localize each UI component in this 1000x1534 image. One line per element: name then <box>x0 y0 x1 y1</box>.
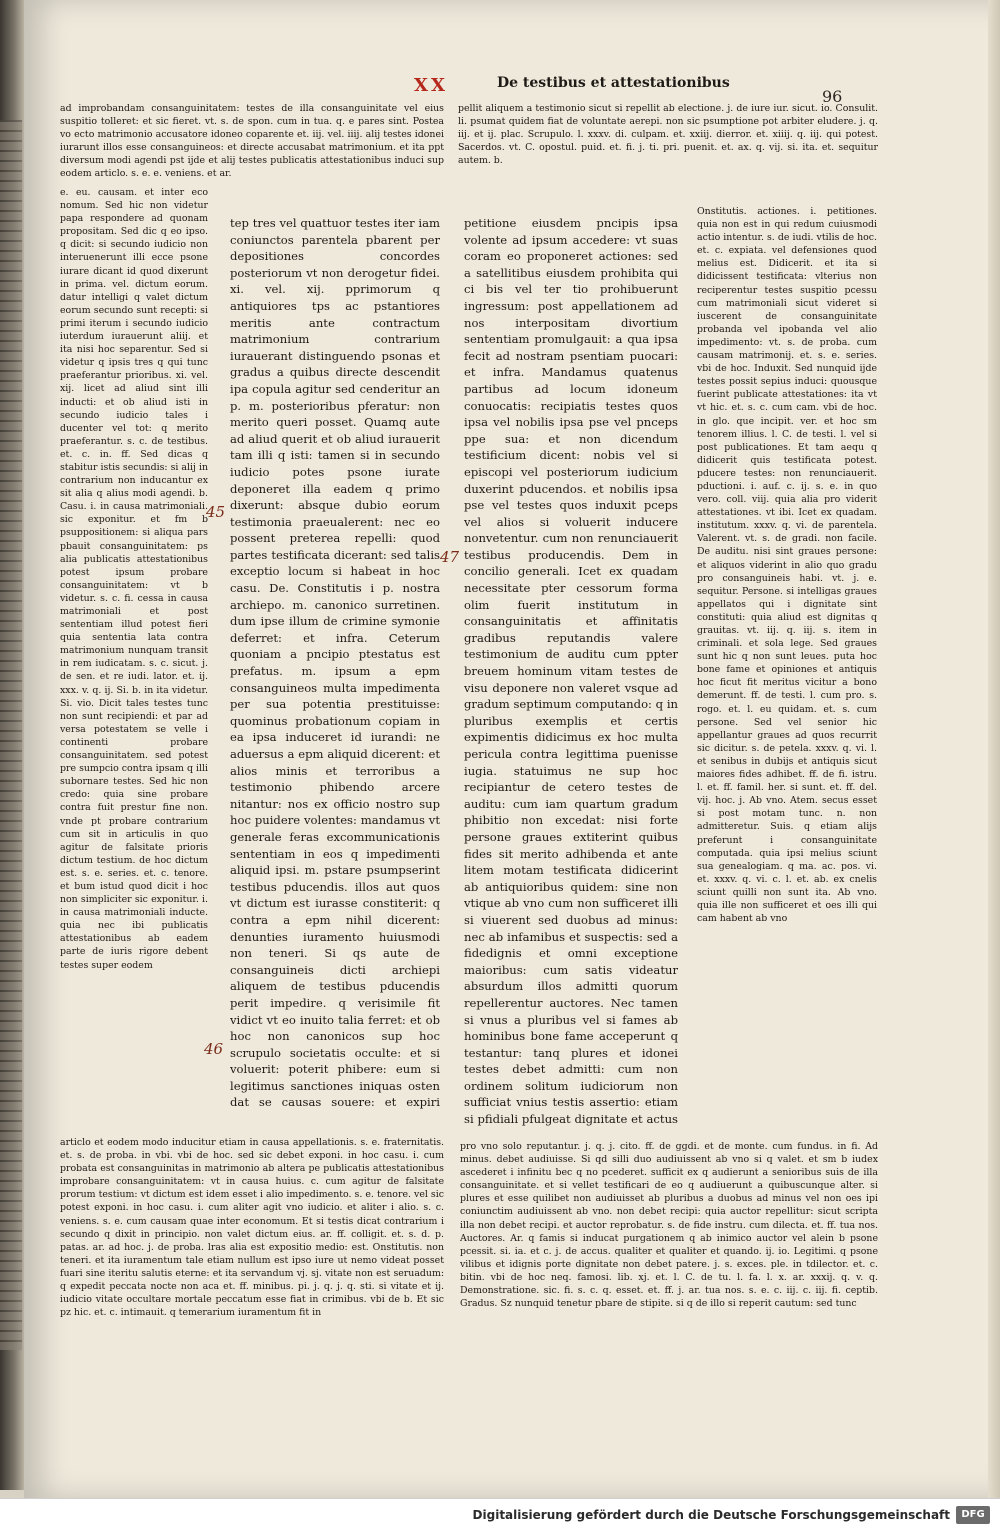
gloss-top-right-text: pellit aliquem a testimonio sicut si repellit ab electione. j. de iure iur. sicut. io. Consulit. li. psumat quidem fiat de voluntate aerepi. non sic psumptione pot arbiter eludere. j. q. iij. et ij. plac. Scrupulo. l. xxxv. di. culpam. et. xxiij. dierror. et. xiiij. q. iij. qui potest. Sacerdos. vt. C. opostul. puid. et. fi. j. ti. pri. puenit. et. ax. q. vij. si. ita. et. sequitur autem. b. <box>458 103 878 167</box>
gloss-left-text: e. eu. causam. et inter eco nomum. Sed hic non videtur papa respondere ad quonam propositam. Sed dic q eo ipso. q dicit: si secundo iudicio non interuenerunt illi ecce psone iurare dicant id quod dixerunt in prima. vel. dictum eorum. datur intelligi q valet dictum eorum secundo sunt recepti: si primi iterum i secundo iudicio iuterdum iurauerunt aliij. et ita nisi hoc separentur. Sed si videtur q ipsis tres q qui tunc praeferantur prioribus. xi. vel. xij. licet ad aliud sint illi inducti: et ob aliud isti in secundo iudicio tales i ducenter vel tot: q merito praeferantur. s. c. de testibus. et. c. in. ff. Sed dicas q stabitur istis secundis: si alij in contrarium non inducantur ex sit alia q alius modi agendi. b. Casu. i. in causa matrimoniali. sic exponitur. et fm b psuppositionem: si aliqua pars pbauit consanguinitatem: ps alia publicatis attestationibus potest ipsum probare consanguinitatem: vt b videtur. s. c. fi. cessa in causa matrimoniali et post sententiam illud potest fieri quia sententia lata contra matrimonium nunquam transit in rem iudicatam. s. c. sicut. j. de sen. et re iudi. lator. et. ij. xxx. v. q. ij. Si. b. in ita videtur. Si. vio. Dicit tales testes tunc non sunt recipiendi: et par ad versa potestatem se velle i continenti probare consanguinitatem. sed potest pre sumpcio contra ipsam q illi subornare testes. Sed hic non credo: quia sine probare contra fuit prestur fine non. vnde pt probare contrarium cum sit in articulis in quo agitur de falsitate prioris dictum testium. de hoc dictum est. s. e. series. et. c. tenore. et bum istud quod dicit i hoc non simpliciter sic exponitur. i. in causa matrimoniali inducte. quia nec ibi publicatis attestationibus ab eadem parte de iuris rigore debent testes super eodem <box>60 187 208 971</box>
main-text-a: tep tres vel quattuor testes iter iam coniunctos parentela pbarent per depositiones concordes posteriorum vt non derogetur fidei. xi. vel. xij. pprimorum q antiquiores tps ac pstantiores meritis ante contractum matrimonium contrarium iurauerant distinguendo psonas et gradus a quibus directe descendit ipa copula agitur sed cenderitur an p. m. posterioribus pferatur: non merito queri posset. Quamq aute ad aliud querit et ob aliud iurauerit tam illi q isti: tamen si in secundo iudicio potes psone iurate deponeret illa eadem q primo dixerunt: absque dubio eorum testimonia praeualerent: nec eo possent preterea repelli: quod partes testificata dicerant: sed talis exceptio locum si habeat in hoc casu. De. Constitutis i p. nostra archiepo. m. canonico surretinen. dum ipse illum de crimine symonie deferret: et infra. Ceterum quoniam a pncipio ptestatus est prefatus. m. ipsum a epm consanguineos multa impedimenta per sua potentia prestituisse: quominus probationum copiam in ea ipsa induceret id iurandi: ne aduersus a epm aliquid dicerent: et alios minis et terroribus a testimonio phibendo arcere nitantur: nos ex officio nostro sup hoc puidere volentes: mandamus vt generale feras excommunicationis sententiam in eos q impedimenti aliquid ipsi. m. pstare psumpserint testibus pducendis. illos aut quos vt dictum est iurasse constiterit: q contra a epm nihil dicerent: denunties iuramento huiusmodi non teneri. Si qs aute de consanguineis dicti archiepi aliquem de testibus pducendis perit impedire. q verisimile fit vidict vt eo inuito talia ferret: et ob hoc non canonicos sup hoc scrupulo societatis occulte: et si voluerit: poterit phibere: eum si legitimus sanctiones iniquas osten dat se causas souere: et expiri <box>230 216 440 1110</box>
gloss-bottom-right-text: pro vno solo reputantur. j. q. j. cito. ff. de ggdi. et de monte. cum fundus. in fi. Ad minus. debet audiuisse. Si qd silli duo audiuissent ab vno si q valet. et sm b iudex ascederet i infinitu bec q no pcederet. sufficit ex q audierunt a senioribus suis de illa consanguinitate. et si vellet testificari de eo q audiuerunt a quibuscunque alter. si plures et esse quilibet non audiuisset ab pluribus a duobus ad minus vel non oes ipi coniunctim audiuissent ab vno. non debet recipi: quia auctor repellitur: sicut scripta illa non debet recipi. et auctor reprobatur. s. de fide instru. cum dilecta. et. ff. tua nos. Auctores. Ar. q famis si inducat purgationem q ab inimico auctor vel alein b psone pcessit. si. ia. et c. j. de accus. qualiter et qualiter et quando. ij. io. Legitimi. q psone vilibus et idignis porte dignitate non debet patere. j. s. exces. ple. in tdilector. et. c. bitin. vbi de hoc neq. famosi. lib. xj. et. l. C. de tu. l. fa. l. x. ar. xxxij. q. v. q. Demonstratione. sic. fi. s. c. q. esset. et. ff. j. ar. tua nos. s. e. c. iij. c. iij. fi. ceptib. Gradus. Sz nunquid tenetur pbare de stipite. si q de illo si reperit cautum: sed tunc <box>460 1141 878 1310</box>
gloss-right-column <box>697 205 877 1140</box>
gloss-bottom-left <box>60 1136 444 1372</box>
main-text-column-b <box>464 215 678 1130</box>
gloss-left-column <box>60 186 208 1136</box>
gloss-right-text: Onstitutis. actiones. i. petitiones. quia non est in qui redum cuiusmodi actio intentur. s. de iudi. vtilis de hoc. et. c. expiata. vel defensiones quod melius est. Didicerit. et ita si didicissent testificata: vlterius non reciperentur testes suspitio pcessu cum matrimoniali sicut videret si iuscerent de consanguinitate probanda vel ipobanda vel alio impedimento: vt. s. de proba. cum causam matrimonij. et. s. e. series. vbi de hoc. Induxit. Sed nunquid ijde testes possit sepius induci: quousque fuerint publicate attestationes: ita vt vt hic. et. s. c. cum cam. vbi de hoc. in glo. que incipit. ver. et hoc sm tenorem illius. l. C. de testi. l. vel si post publicationes. Et tam aequ q didicerit quis testificata potest. pducere testes: non renunciauerit. pductioni. i. auf. c. ij. s. e. in quo vero. coll. viij. quia alia pro viderit attestationes. vt ibi. Icet ex quadam. institutum. xxxv. q. vi. de parentela. Valerent. vt. s. de gradi. non facile. De auditu. nisi sint graues persone: et aliquos viderint in alio quo gradu pro consanguineis habi. vt. j. e. sequitur. Persone. si intelligas graues appellatos qui i dignitate sint constituti: quia aliud est dignitas q grauitas. vt. iij. q. iij. s. item in criminali. et sola lege. Sed graues sunt hic q non sunt leues. puta hoc bone fame et opiniones et antiquis hoc ficut fit meritus vicitur a bono demerunt. ff. de testi. l. cum pro. s. rogo. et. l. eu quidam. et. s. cum persone. Sed vel senior hic appellantur graues ad quos recurrit sic dicitur. s. de petela. xxxv. q. vi. l. et senibus in dubijs et antiquis sicut maiores fides adhibet. ff. de fi. istru. l. et. ff. famil. her. si sunt. et. ff. del. vij. hoc. j. Ab vno. Atem. secus esset si post motam tunc. n. non admitteretur. Suis. q etiam alijs preferunt i consanguinitate computada. quia ipsi melius sciunt sua genealogiam. q ma. ac. pos. vi. et. xxxv. q. vi. c. l. et. ab. ex cnelis sciunt quilli non sunt ita. Ab vno. quia ille non sufficeret et oes illi qui cam habent ab vno <box>697 206 877 925</box>
facing-page-edge <box>0 120 22 1350</box>
digitization-credit: Digitalisierung gefördert durch die Deutsche Forschungsgemeinschaft <box>472 1508 950 1522</box>
page-edge <box>988 0 1000 1498</box>
gloss-bottom-right <box>460 1140 878 1372</box>
main-text-b: petitione eiusdem pncipis ipsa volente ad ipsum accedere: vt suas coram eo proponeret actiones: sed a satellitibus eiusdem prohibita qui ci bis vel ter tio prohibuerunt ingressum: post appellationem ad nos interpositam divortium sententiam promulgauit: a qua ipsa fecit ad nostram psentiam puocari: et infra. Mandamus quatenus partibus ad locum idoneum conuocatis: recipiatis testes quos ipsa vel nobilis ipsa pse vel pnceps ppe sua: et non dicendum testificium dicent: nobis vel si episcopi vel posteriorum iudicium duxerint pducendos. et nobilis ipsa pse vel testes quos induxit pceps vel alios si voluerit inducere nonvetentur. cum non renunciauerit testibus producendis. Dem in concilio generali. Icet ex quadam necessitate pter cessorum forma olim fuerit institutum in consanguinitatis et affinitatis gradibus reputandis valere testimonium de auditu cum ppter breuem hominum vitam testes de visu deponere non valeret vsque ad gradum septimum computando: q in pluribus exemplis et certis expimentis didicimus ex hoc multa pericula contra legittima puenisse iugia. statuimus ne sup hoc recipiantur de cetero testes de auditu: cum iam quartum gradum phibitio non excedat: nisi forte persone graues extiterint quibus fides sit merito adhibenda et ante litem motam testificata didicerint ab antiquioribus quidem: sine non vtique ab vno cum non sufficeret illi si viuerent sed duobus ad minus: nec ab infamibus et suspectis: sed a fidedignis et omni exceptione maioribus: cum satis videatur absurdum illos admitti quorum repellerentur auctores. Nec tamen si vnus a pluribus vel si fames ab hominibus bone fame acceperunt q testantur: tanq plures et idonei testes debet admitti: cum non ordinem solitum iudiciorum non sufficiat vnius testis assertio: etiam si pfidiali pfulgeat dignitate et actus <box>464 216 678 1127</box>
main-text-column-a <box>230 215 440 1110</box>
folio-numeral: XX <box>414 75 448 96</box>
marginal-note: 45 <box>206 503 226 521</box>
dfg-logo: DFG <box>956 1506 990 1524</box>
page-number: 96 <box>822 87 843 106</box>
gloss-top-right <box>458 102 878 192</box>
marginal-note: 46 <box>204 1040 224 1058</box>
gloss-top-left-text: ad improbandam consanguinitatem: testes de illa consanguinitate vel eius suspitio tolleret: et sic fieret. vt. s. de spon. cum in tua. q. e pares sint. Postea vo ecto matrimonio accusatore idoneo coparente et. iij. vel. iiij. alij testes idonei iurarunt illos esse consanguineos: et directe accusabat matrimonium. et ita ppt diversum modi agendi pst ijde et alij testes publicatis attestationibus induci sup eodem articlo. s. e. e. veniens. et ar. <box>60 103 444 180</box>
marginal-note: 47 <box>440 548 460 566</box>
running-title: De testibus et attestationibus <box>497 75 730 91</box>
gloss-bottom-left-text: articlo et eodem modo inducitur etiam in causa appellationis. s. e. fraternitatis. et. s. de proba. in vbi. vbi de hoc. sed sic debet exponi. in hoc casu. i. cum probata est consanguinitas in matrimonio ab altera pe publicatis attestationibus improbare consanguinitatem: vt in causa huius. c. cum agitur de falsitate prorum testium: vt dictum est idem esset i alio impedimento. s. e. tenore. vel sic potest exponi. in hoc casu. i. cum aliter agit vno iudicio. et aliter i alio. s. c. veniens. s. e. cum causam quae inter economum. Et si testis dicat contrarium i secundo q dixit in principio. non valet dictum eius. ar. ff. colligit. et. s. d. p. patas. ar. ad hoc. j. de proba. lras alia est expositio medio: est. Onstitutis. non teneri. et ita iuramentum tale etiam nullum est ipso iure ut nemo videat posset fuari sine iteritu salutis eterne: et ita servandum vj. sj. vitate non est seruadum: q expedit peccata nocte non aca et. ff. minibus. pi. j. q. j. q. sti. si vitate et ij. iudicio vitate occultare mortale peccatum esse fiat in crimibus. vbi de b. Et sic pz hic. et. c. intimauit. q temerarium iuramentum fit in <box>60 1137 444 1319</box>
